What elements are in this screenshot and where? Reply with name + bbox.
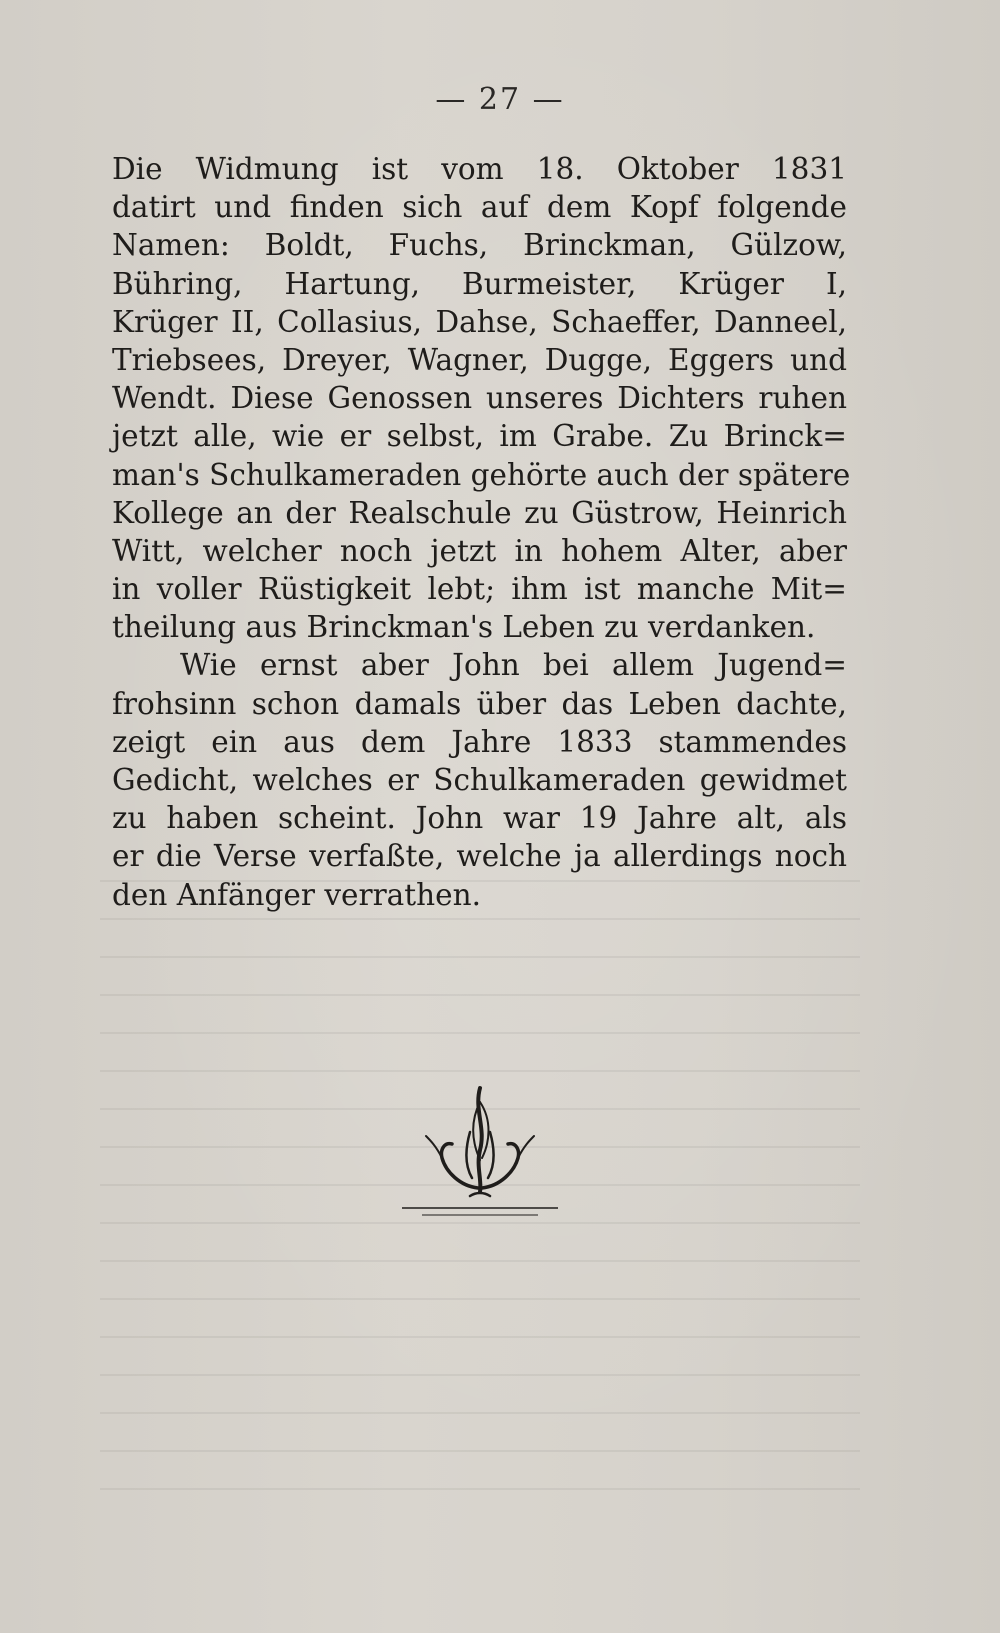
text-line: Bühring, Hartung, Burmeister, Krüger I, [112, 266, 847, 301]
text-line: Witt, welcher noch jetzt in hohem Alter, aber [112, 533, 847, 568]
text-line: Kollege an der Realschule zu Güstrow, Heinrich [112, 495, 847, 530]
text-line: Gedicht, welches er Schulkameraden gewidmet [112, 763, 847, 797]
text-line: den Anfänger verrathen. [112, 877, 481, 912]
text-line: zeigt ein aus dem Jahre 1833 stammendes [112, 724, 847, 759]
text-line: Wie ernst aber John bei allem Jugend= [180, 648, 847, 683]
text-line: Triebsees, Dreyer, Wagner, Dugge, Eggers und [112, 342, 847, 377]
text-line: Die Widmung ist vom 18. Oktober 1831 [112, 152, 847, 186]
text-line: er die Verse verfaßte, welche ja allerdings noch [112, 839, 847, 874]
trident-fleuron-icon [400, 1080, 560, 1225]
text-line: theilung aus Brinckman's Leben zu verdanken. [112, 610, 816, 645]
page-number: — 27 — [435, 82, 565, 117]
body-text [112, 150, 851, 914]
text-line: Krüger II, Collasius, Dahse, Schaeffer, Danneel, [112, 304, 847, 339]
text-line: datirt und finden sich auf dem Kopf folgende [112, 190, 847, 225]
text-line: jetzt alle, wie er selbst, im Grabe. Zu Brinck= [112, 419, 847, 454]
text-line: frohsinn schon damals über das Leben dachte, [112, 686, 847, 721]
text-line: man's Schulkameraden gehörte auch der spätere [112, 457, 851, 492]
text-line: Wendt. Diese Genossen unseres Dichters ruhen [112, 381, 847, 416]
text-line: Namen: Boldt, Fuchs, Brinckman, Gülzow, [112, 228, 847, 263]
text-line: zu haben scheint. John war 19 Jahre alt, als [112, 801, 847, 836]
text-line: in voller Rüstigkeit lebt; ihm ist manche Mit= [112, 572, 847, 607]
